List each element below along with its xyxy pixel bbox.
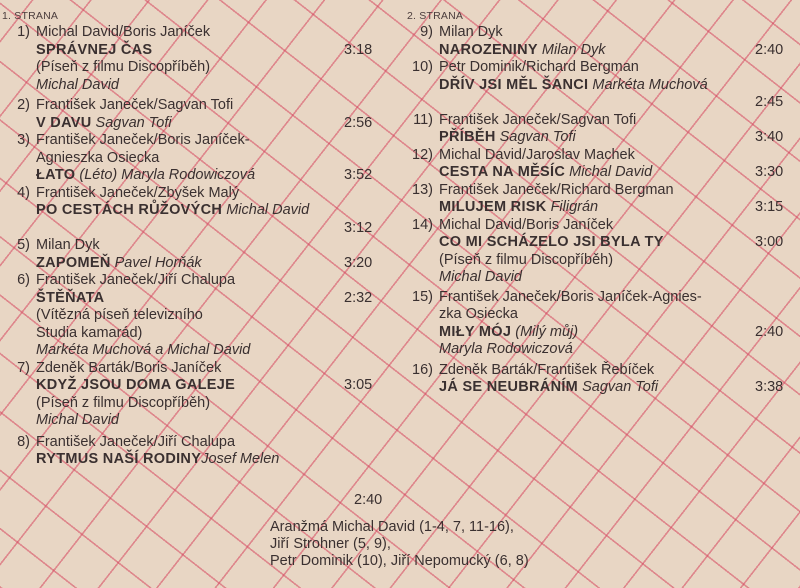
track-composer: František Janeček/Jiří Chalupa [36, 433, 236, 450]
track-title: PO CESTÁCH RŮŽOVÝCH [36, 202, 223, 218]
track-performer: Michal David [36, 412, 119, 428]
track-composer: František Janeček/Sagvan Tofi [36, 97, 234, 113]
track-performer: Michal David [226, 202, 310, 218]
track-title: ŠTĚŇATA [36, 289, 105, 306]
track-composer: Michal David/Boris Janíček [36, 24, 211, 40]
track-number: 10) [412, 59, 433, 75]
track-title: V DAVU [36, 114, 92, 131]
track-9 [407, 24, 797, 59]
track-composer: Petr Dominik/Richard Bergman [439, 59, 639, 75]
track-performer: Michal David [569, 164, 653, 180]
track-number: 15) [412, 288, 433, 305]
track-composer: František Janeček/Boris Janíček-Agnies- [439, 288, 702, 305]
track-duration: 2:40 [354, 491, 383, 508]
track-title: KDYŽ JSOU DOMA GALEJE [36, 377, 236, 393]
track-composer: František Janeček/Sagvan Tofi [439, 111, 637, 128]
track-title: MILUJEM RISK [439, 199, 547, 215]
track-duration: 3:00 [755, 234, 784, 250]
credits-line: Jiří Strohner (5, 9), [270, 536, 391, 552]
track-composer: Zdeněk Barták/František Řebíček [439, 361, 655, 378]
track-title: DŘÍV JSI MĚL ŠANCI [439, 76, 589, 93]
track-number: 16) [412, 361, 433, 378]
track-performer: Milan Dyk [541, 41, 606, 58]
track-number: 12) [412, 146, 433, 163]
track-duration: 2:56 [344, 114, 373, 131]
track-4 [4, 185, 394, 238]
track-composer: František Janeček/Zbyšek Malý [36, 184, 240, 201]
track-performer-cont: Maryla Rodowiczová [439, 341, 573, 357]
track-composer: Michal David/Boris Janíček [439, 216, 614, 233]
track-11 [407, 112, 797, 147]
track-2 [4, 97, 394, 132]
track-15 [407, 289, 797, 359]
track-composer: František Janeček/Jiří Chalupa [36, 272, 236, 288]
track-number: 2) [17, 97, 30, 113]
track-duration: 3:38 [755, 379, 784, 395]
track-title: SPRÁVNEJ ČAS [36, 41, 153, 58]
track-note: (Píseň z filmu Discopříběh) [36, 394, 211, 411]
track-number: 5) [17, 237, 30, 253]
track-composer: Milan Dyk [439, 24, 503, 40]
track-title: ZAPOMEŇ [36, 254, 111, 271]
track-number: 6) [17, 272, 30, 288]
track-7 [4, 360, 394, 430]
track-composer: Zdeněk Barták/Boris Janíček [36, 359, 222, 376]
track-12 [407, 147, 797, 182]
track-duration: 3:52 [344, 167, 373, 183]
track-title: MIŁY MÓJ [439, 323, 512, 340]
track-duration: 3:20 [344, 254, 373, 271]
track-10 [407, 59, 797, 112]
track-number: 4) [17, 184, 30, 201]
track-performer: (Léto) Maryla Rodowiczová [79, 167, 256, 183]
track-number: 14) [412, 216, 433, 233]
track-1 [4, 24, 394, 94]
track-performer: (Milý můj) [515, 323, 579, 340]
track-duration: 2:45 [755, 94, 784, 110]
track-composer: František Janeček/Boris Janíček- [36, 132, 250, 148]
track-number: 11) [413, 111, 433, 128]
track-performer: Markéta Muchová [592, 76, 708, 93]
track-note-cont: Studia kamarád) [36, 324, 143, 341]
track-8 [4, 433, 394, 508]
track-performer: Michal David [36, 76, 119, 93]
track-note: (Píseň z filmu Discopříběh) [439, 251, 614, 268]
track-duration: 2:40 [755, 41, 784, 58]
track-performer: Sagvan Tofi [582, 379, 659, 395]
credits-line: Aranžmá Michal David (1-4, 7, 11-16), [270, 519, 514, 535]
track-title: JÁ SE NEUBRÁNÍM [439, 379, 579, 395]
track-number: 13) [412, 181, 433, 198]
track-composer: František Janeček/Richard Bergman [439, 181, 674, 198]
side-b-tracklist [407, 24, 797, 397]
track-composer: Milan Dyk [36, 237, 100, 253]
track-duration: 3:15 [755, 199, 784, 215]
track-14 [407, 217, 797, 287]
track-performer: Pavel Horňák [114, 254, 202, 271]
track-performer: Markéta Muchová a Michal David [36, 342, 251, 358]
track-composer-cont: Agnieszka Osiecka [36, 149, 160, 166]
track-duration: 3:18 [344, 41, 373, 58]
credits-line: Petr Dominik (10), Jiří Nepomucký (6, 8) [270, 553, 529, 569]
track-duration: 2:40 [755, 323, 784, 340]
track-number: 8) [17, 433, 30, 450]
track-duration: 3:05 [344, 377, 373, 393]
track-performer: Michal David [439, 269, 522, 285]
track-number: 1) [17, 24, 30, 40]
track-3 [4, 132, 394, 185]
side-b-label: 2. STRANA [407, 10, 464, 22]
track-16 [407, 362, 797, 397]
track-title: NAROZENINY [439, 41, 538, 58]
track-composer: Michal David/Jaroslav Machek [439, 146, 635, 163]
track-note: (Vítězná píseň televizního [36, 307, 203, 323]
arrangement-credits [270, 519, 529, 570]
track-duration: 3:12 [344, 219, 373, 236]
track-performer: Josef Melen [201, 451, 280, 467]
track-number: 7) [17, 359, 30, 376]
track-duration: 3:30 [755, 164, 784, 180]
track-composer-cont: zka Osiecka [439, 306, 518, 322]
track-performer: Filigrán [550, 199, 599, 215]
side-a-tracklist [4, 24, 394, 508]
track-duration: 2:32 [344, 289, 373, 306]
track-6 [4, 272, 394, 360]
track-title: ŁATO [36, 167, 76, 183]
track-5 [4, 237, 394, 272]
track-13 [407, 182, 797, 217]
track-number: 9) [420, 24, 433, 40]
side-a-label: 1. STRANA [2, 10, 59, 22]
track-note: (Píseň z filmu Discopříběh) [36, 59, 211, 75]
track-title: CO MI SCHÁZELO JSI BYLA TY [439, 234, 664, 250]
track-number: 3) [17, 132, 30, 148]
track-title: PŘÍBĚH [439, 129, 496, 145]
track-duration: 3:40 [755, 129, 784, 145]
track-title: CESTA NA MĚSÍC [439, 164, 566, 180]
track-performer: Sagvan Tofi [499, 129, 576, 145]
track-title: RYTMUS NAŠÍ RODINY [36, 451, 202, 467]
track-performer: Sagvan Tofi [95, 114, 172, 131]
